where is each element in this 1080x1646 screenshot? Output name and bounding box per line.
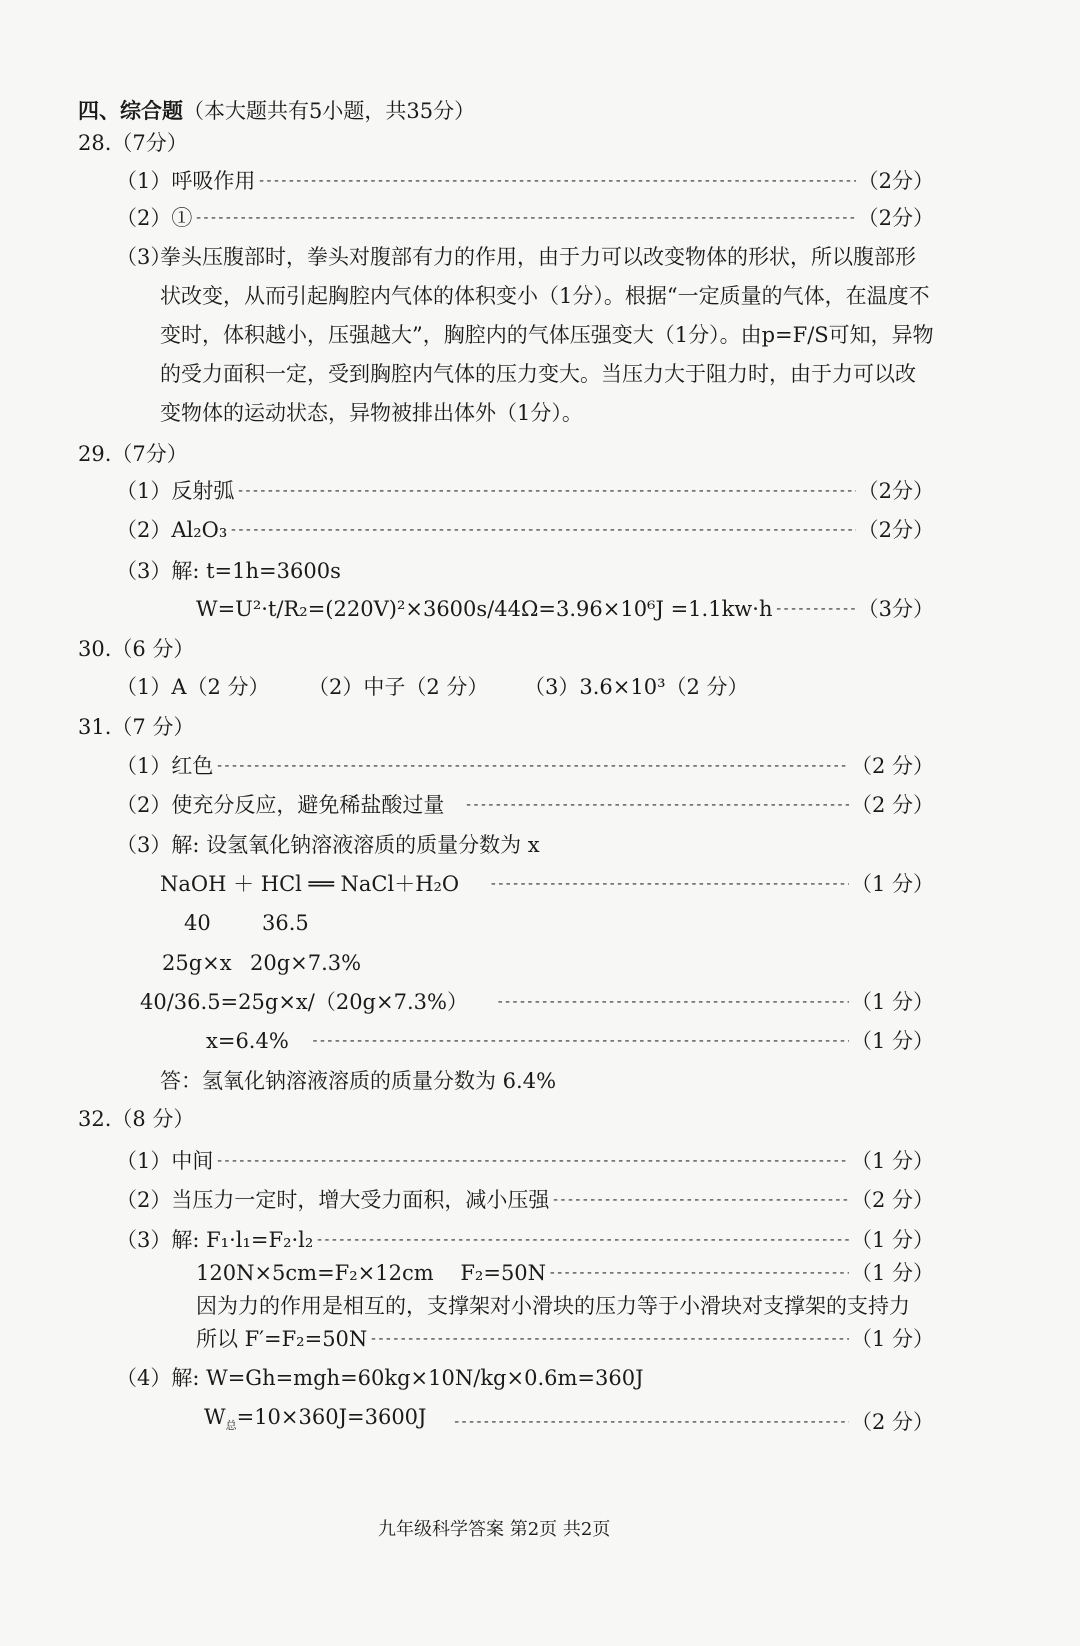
dotted-leader bbox=[774, 594, 855, 624]
q31-mass-hcl: 20g×7.3% bbox=[250, 951, 362, 975]
q31-part2 bbox=[116, 790, 934, 820]
q32-part3-conclusion bbox=[196, 1324, 934, 1354]
q31-equation-row bbox=[160, 869, 934, 899]
q31-conclusion: 答：氢氧化钠溶液溶质的质量分数为 6.4% bbox=[160, 1069, 557, 1093]
dotted-leader bbox=[548, 1258, 849, 1288]
q32-part3 bbox=[116, 1225, 934, 1255]
q31-part2-answer: （2）使充分反应，避免稀盐酸过量 bbox=[116, 793, 445, 817]
q28-part1-score: （2分） bbox=[857, 169, 934, 193]
dotted-leader bbox=[464, 790, 849, 820]
q28-part3-label: （3） bbox=[116, 245, 172, 269]
q31-chemical-equation: NaOH ＋ HCl ══ NaCl＋H₂O bbox=[160, 872, 460, 896]
dotted-leader bbox=[496, 987, 849, 1017]
q28-part2 bbox=[116, 203, 934, 233]
q31-ratio-score: （1 分） bbox=[850, 990, 934, 1014]
work-symbol: W bbox=[204, 1405, 226, 1429]
q32-part2-answer: （2）当压力一定时，增大受力面积，减小压强 bbox=[116, 1188, 550, 1212]
q31-part2-score: （2 分） bbox=[850, 793, 934, 817]
dotted-leader bbox=[489, 869, 849, 899]
q31-result: x=6.4% bbox=[206, 1029, 289, 1053]
dotted-leader bbox=[257, 166, 855, 196]
q29-part1-score: （2分） bbox=[857, 479, 934, 503]
q31-part3: （3）解: 设氢氧化钠溶液溶质的质量分数为 x bbox=[116, 833, 540, 857]
q28-part3-explanation: 拳头压腹部时，拳头对腹部有力的作用，由于力可以改变物体的形状，所以腹部形状改变，从而引起胸腔内气体的体积变小（1分）。根据“一定质量的气体，在温度不变时，体积越小，压强越大”，胸腔内的气体压强变大（1分）。由p=F/S可知，异物的受力面积一定，受到胸腔内气体的压力变大。当压力大于阻力时，由于力可以改变物体的运动状态，异物被排出体外（1分）。 bbox=[160, 245, 934, 425]
q30-heading: 30.（6 分） bbox=[78, 637, 195, 661]
q29-part2-score: （2分） bbox=[857, 518, 934, 542]
dotted-leader bbox=[215, 1146, 849, 1176]
section-note: （本大题共有5小题，共35分） bbox=[183, 99, 476, 123]
q28-part2-answer: （2）① bbox=[116, 206, 193, 230]
q31-part1 bbox=[116, 751, 934, 781]
q32-part1-score: （1 分） bbox=[850, 1149, 934, 1173]
dotted-leader bbox=[551, 1185, 849, 1215]
q31-result-score: （1 分） bbox=[850, 1029, 934, 1053]
q29-part3-calc bbox=[196, 594, 934, 624]
dotted-leader bbox=[229, 515, 855, 545]
q28-part2-score: （2分） bbox=[857, 206, 934, 230]
q28-part1 bbox=[116, 166, 934, 196]
q29-part1 bbox=[116, 476, 934, 506]
q31-part1-answer: （1）红色 bbox=[116, 754, 214, 778]
q32-part3-calc bbox=[196, 1258, 934, 1288]
q32-part1-answer: （1）中间 bbox=[116, 1149, 214, 1173]
q31-ratio: 40/36.5=25g×x/（20g×7.3%） bbox=[140, 990, 468, 1014]
dotted-leader bbox=[194, 203, 855, 233]
section-title: 四、综合题 bbox=[78, 98, 183, 123]
q30-answer-2: （2）中子（2 分） bbox=[308, 675, 489, 699]
q32-part3-calc-text: 120N×5cm=F₂×12cm F₂=50N bbox=[196, 1261, 547, 1285]
q32-part4-total-formula bbox=[204, 1402, 426, 1441]
q32-part2 bbox=[116, 1185, 934, 1215]
q32-part3-reason: 因为力的作用是相互的，支撑架对小滑块的压力等于小滑块对支撑架的支持力 bbox=[196, 1294, 910, 1318]
q31-molar-mass-naoh: 40 bbox=[184, 911, 211, 935]
q29-part3-formula: W=U²·t/R₂=(220V)²×3600s/44Ω=3.96×10⁶J =1.1kw·h bbox=[196, 597, 773, 621]
q32-part3-conclusion-text: 所以 F′=F₂=50N bbox=[196, 1327, 368, 1351]
q29-part3-score: （3分） bbox=[857, 597, 934, 621]
q29-part2-answer: （2）Al₂O₃ bbox=[116, 518, 228, 542]
dotted-leader bbox=[369, 1324, 849, 1354]
q31-heading: 31.（7 分） bbox=[78, 715, 195, 739]
dotted-leader bbox=[311, 1026, 849, 1056]
q28-part1-answer: （1）呼吸作用 bbox=[116, 169, 256, 193]
q31-molar-mass-hcl: 36.5 bbox=[262, 911, 309, 935]
q32-part3-answer: （3）解: F₁·l₁=F₂·l₂ bbox=[116, 1228, 314, 1252]
q29-part3: （3）解: t=1h=3600s bbox=[116, 559, 341, 583]
q32-part3-score: （1 分） bbox=[850, 1228, 934, 1252]
dotted-leader bbox=[452, 1407, 848, 1437]
q31-part1-score: （2 分） bbox=[850, 754, 934, 778]
q30-answer-1: （1）A（2 分） bbox=[116, 675, 270, 699]
q32-part2-score: （2 分） bbox=[850, 1188, 934, 1212]
q31-equation-score: （1 分） bbox=[850, 872, 934, 896]
q29-part2 bbox=[116, 515, 934, 545]
section-heading bbox=[78, 96, 475, 126]
q31-result-row bbox=[206, 1026, 934, 1056]
q32-part1 bbox=[116, 1146, 934, 1176]
page-footer: 九年级科学答案 第2页 共2页 bbox=[378, 1519, 611, 1540]
q32-heading: 32.（8 分） bbox=[78, 1107, 195, 1131]
q32-part3-conclusion-score: （1 分） bbox=[850, 1327, 934, 1351]
dotted-leader bbox=[236, 476, 855, 506]
q31-mass-naoh: 25g×x bbox=[162, 951, 232, 975]
q31-ratio-row bbox=[140, 987, 934, 1017]
dotted-leader bbox=[215, 751, 849, 781]
total-subscript: 总 bbox=[225, 1419, 237, 1433]
q32-part4-score: （2 分） bbox=[850, 1409, 934, 1434]
q32-part4-total bbox=[204, 1402, 934, 1441]
q30-answer-3: （3）3.6×10³（2 分） bbox=[524, 675, 749, 699]
dotted-leader bbox=[315, 1225, 849, 1255]
q32-part3-calc-score: （1 分） bbox=[850, 1261, 934, 1285]
q29-part1-answer: （1）反射弧 bbox=[116, 479, 235, 503]
q28-heading: 28.（7分） bbox=[78, 131, 188, 155]
q32-part4: （4）解: W=Gh=mgh=60kg×10N/kg×0.6m=360J bbox=[116, 1366, 644, 1390]
q29-heading: 29.（7分） bbox=[78, 442, 188, 466]
total-work-value: =10×360J=3600J bbox=[236, 1405, 427, 1429]
